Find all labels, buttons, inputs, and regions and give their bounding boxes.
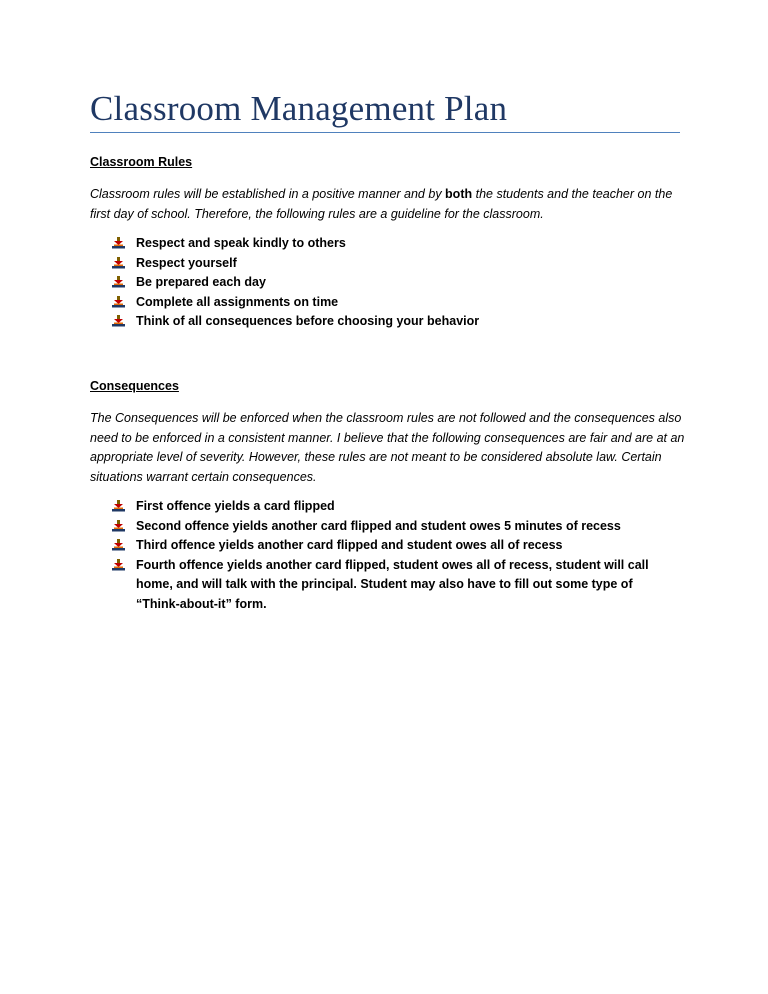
classroom-rules-heading: Classroom Rules [90,155,193,169]
rules-intro-emphasis: both [445,187,473,201]
list-item [90,497,676,517]
list-item [90,234,676,254]
classroom-rules-section [90,154,690,332]
arrow-bullet-icon [112,276,125,289]
consequence-text: Fourth offence yields another card flipped, student owes all of recess, student will call home, and will talk with the principal. Student may also have to fill out some type of “Think-about-it” form. [136,557,649,611]
arrow-bullet-icon [112,559,125,572]
rules-intro-part1: Classroom rules will be established in a positive manner and by [90,187,446,201]
consequences-section [90,378,690,614]
rule-text: Respect and speak kindly to others [136,236,346,250]
classroom-rules-intro [90,185,690,224]
arrow-bullet-icon [112,296,125,309]
list-item [90,254,676,274]
arrow-bullet-icon [112,500,125,513]
list-item [90,312,676,332]
title-underline-rule [90,132,680,133]
list-item [90,536,676,556]
arrow-bullet-icon [112,237,125,250]
consequence-text: First offence yields a card flipped [136,499,335,513]
rule-text: Respect yourself [136,255,237,270]
consequences-heading: Consequences [90,379,179,393]
consequence-text: Third offence yields another card flipped and student owes all of recess [136,538,563,552]
rules-intro-part2: the students and the teacher on the first day of school. Therefore, the following rules are a guideline for the classroom. [90,187,673,221]
rule-text: Think of all consequences before choosing your behavior [136,314,480,328]
rules-list [90,234,690,332]
arrow-bullet-icon [112,539,125,552]
list-item [90,517,676,537]
document-title: Classroom Management Plan [90,89,508,128]
list-item [90,273,676,293]
list-item [90,556,676,615]
arrow-bullet-icon [112,257,125,270]
arrow-bullet-icon [112,315,125,328]
rule-text: Be prepared each day [136,275,266,289]
arrow-bullet-icon [112,520,125,533]
list-item [90,293,676,313]
consequences-intro: The Consequences will be enforced when the classroom rules are not followed and the consequences also need to be enforced in a consistent manner. I believe that the following consequences are fair and are at an appropriate level of severity. However, these rules are not meant to be considered absolute law. Certain situations warrant certain consequences. [90,411,685,484]
consequences-list [90,497,690,614]
consequence-text: Second offence yields another card flipped and student owes 5 minutes of recess [136,518,621,533]
rule-text: Complete all assignments on time [136,294,339,309]
